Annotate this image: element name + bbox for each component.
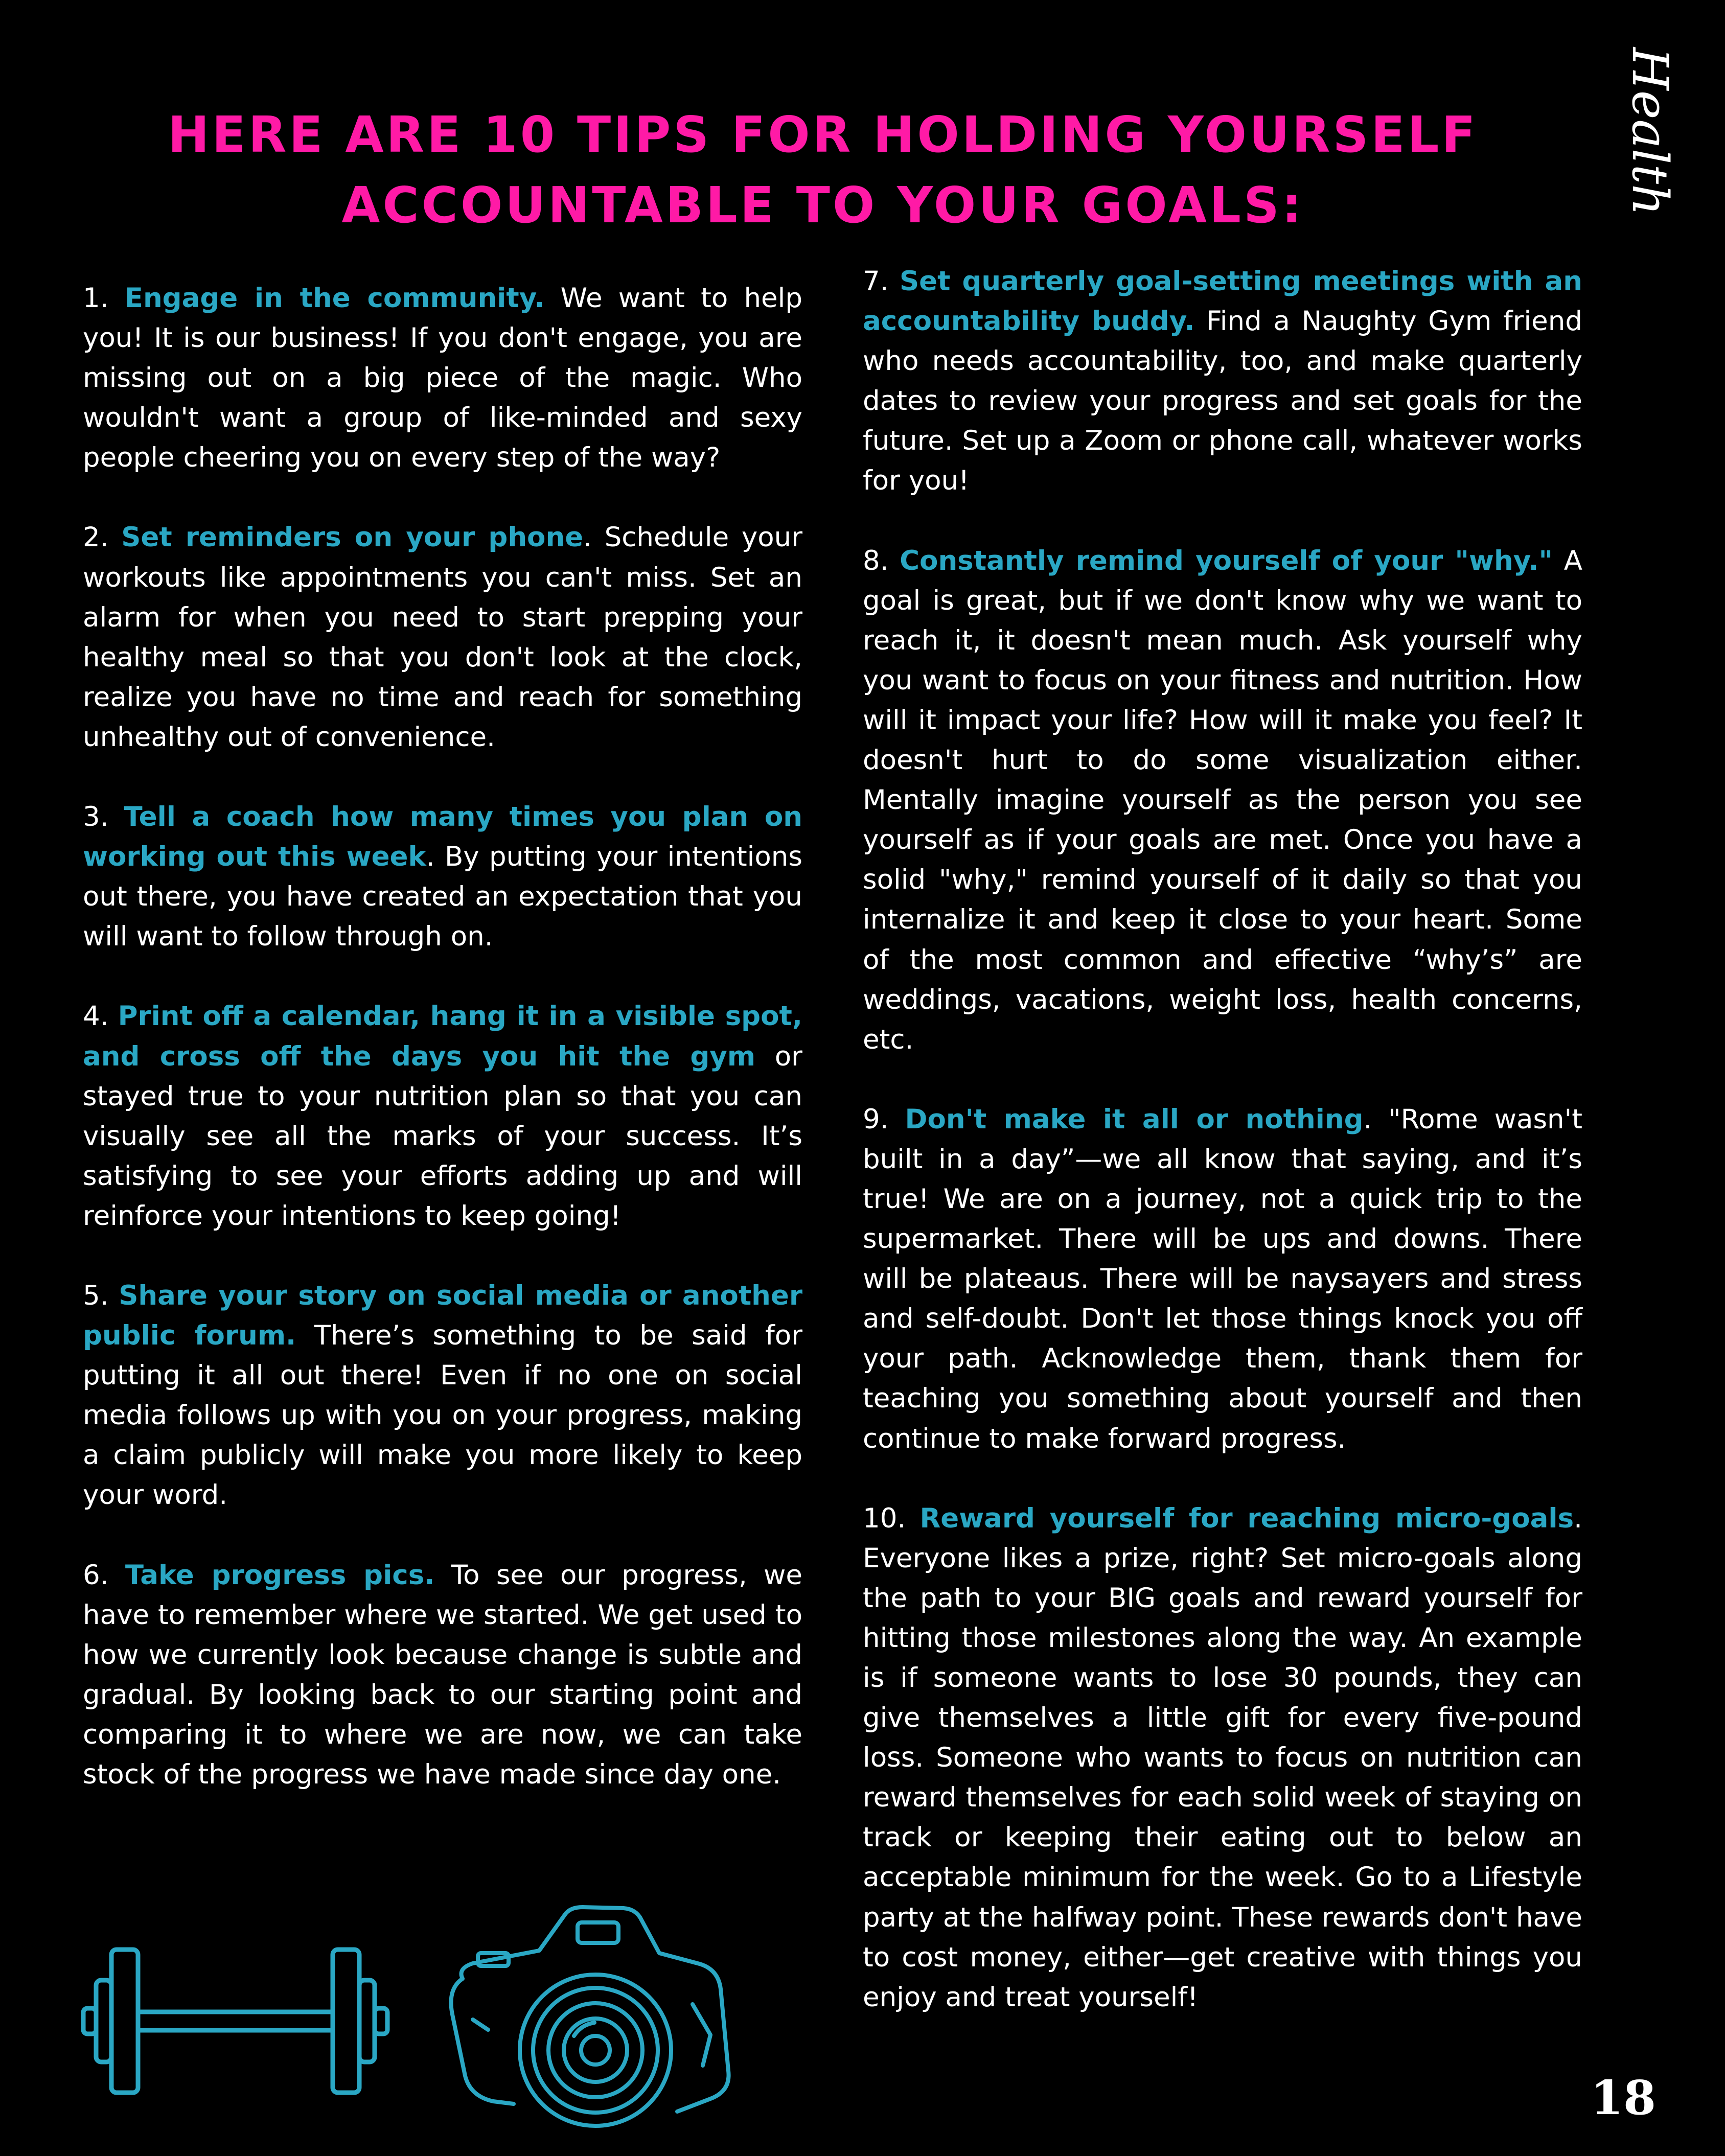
tip-body: or stayed true to your nutrition plan so that you can visually see all the marks of your success. It’s satisfying to see your efforts adding up and will reinforce your intentions to keep going! bbox=[83, 1040, 802, 1232]
tip-number: 6. bbox=[83, 1559, 125, 1591]
tip-8 bbox=[863, 541, 1582, 1060]
tip-number: 7. bbox=[863, 266, 900, 297]
camera-icon bbox=[442, 1902, 744, 2132]
tip-body: To see our progress, we have to remember where we started. We get used to how we currently look because change is subtle and gradual. By looking back to our starting point and comparing it to where we are now, we can take stock of the progress we have made since day one. bbox=[83, 1559, 802, 1790]
tip-7 bbox=[863, 262, 1582, 501]
section-label: Health bbox=[1621, 47, 1678, 216]
tip-highlight: Set reminders on your phone bbox=[121, 522, 584, 553]
tip-number: 3. bbox=[83, 801, 124, 833]
tip-4 bbox=[83, 996, 802, 1236]
tip-highlight: Reward yourself for reaching micro-goals bbox=[919, 1502, 1574, 1534]
tip-highlight: Engage in the community. bbox=[124, 283, 545, 314]
left-column bbox=[83, 279, 802, 1835]
tip-body: A goal is great, but if we don't know why we want to reach it, it doesn't mean much. Ask yourself why you want to focus on your fitness and nutrition. How will it impact your life? How will it make you feel? It doesn't hurt to do some visualization either. Mentally imagine yourself as the person you see yourself as if your goals are met. Once you have a solid "why," remind yourself of it daily so that you internalize it and keep it close to your heart. Some of the most common and effective “why’s” are weddings, vacations, weight loss, health concerns, etc. bbox=[863, 545, 1582, 1055]
tip-number: 9. bbox=[863, 1103, 905, 1135]
tip-highlight: Don't make it all or nothing bbox=[905, 1103, 1364, 1135]
page-number: 18 bbox=[1590, 2070, 1656, 2125]
tip-1 bbox=[83, 279, 802, 478]
tip-body: . Everyone likes a prize, right? Set micro-goals along the path to your BIG goals and reward yourself for hitting those milestones along the way. An example is if someone wants to lose 30 pounds, they can give themselves a little gift for every five-pound loss. Someone who wants to focus on nutrition can reward themselves for each solid week of staying on track or keeping their eating out to below an acceptable minimum for the week. Go to a Lifestyle party at the halfway point. These rewards don't have to cost money, either—get creative with things you enjoy and treat yourself! bbox=[863, 1502, 1582, 2013]
tip-number: 1. bbox=[83, 283, 125, 314]
tip-body: . Schedule your workouts like appointments you can't miss. Set an alarm for when you need to start prepping your healthy meal so that you don't look at the clock, realize you have no time and reach for something unhealthy out of convenience. bbox=[83, 522, 802, 753]
tip-6 bbox=[83, 1556, 802, 1795]
tip-highlight: Print off a calendar, hang it in a visible spot, and cross off the days you hit the gym bbox=[83, 1001, 803, 1072]
tip-number: 8. bbox=[863, 545, 900, 576]
tip-3 bbox=[83, 797, 802, 957]
tip-2 bbox=[83, 518, 802, 757]
tip-body: We want to help you! It is our business! If you don't engage, you are missing out on a big piece of the magic. Who wouldn't want a group of like-minded and sexy people cheering you on every step of the way? bbox=[83, 283, 803, 474]
tip-body: . "Rome wasn't built in a day”—we all know that saying, and it’s true! We are on a journey, not a quick trip to the supermarket. There will be ups and downs. There will be plateaus. There will be naysayers and stress and self-doubt. Don't let those things knock you off your path. Acknowledge them, thank them for teaching you something about yourself and then continue to make forward progress. bbox=[863, 1103, 1582, 1454]
page-headline bbox=[72, 100, 1574, 241]
tip-number: 10. bbox=[863, 1502, 920, 1534]
headline-line-2: ACCOUNTABLE TO YOUR GOALS: bbox=[341, 176, 1304, 234]
tip-highlight: Tell a coach how many times you plan on working out this week bbox=[83, 801, 802, 873]
tip-highlight: Share your story on social media or another public forum. bbox=[83, 1280, 802, 1352]
headline-line-1: HERE ARE 10 TIPS FOR HOLDING YOURSELF bbox=[168, 106, 1478, 164]
tip-highlight: Set quarterly goal-setting meetings with an accountability buddy. bbox=[863, 266, 1582, 337]
tip-number: 2. bbox=[83, 522, 122, 553]
tip-number: 4. bbox=[83, 1001, 118, 1032]
tip-number: 5. bbox=[83, 1280, 119, 1311]
dumbbell-icon bbox=[81, 1944, 390, 2098]
tip-highlight: Constantly remind yourself of your "why." bbox=[900, 545, 1553, 576]
right-column bbox=[863, 262, 1582, 2057]
tip-highlight: Take progress pics. bbox=[125, 1559, 435, 1591]
tip-body: There’s something to be said for putting it all out there! Even if no one on social media follows up with you on your progress, making a claim publicly will make you more likely to keep your word. bbox=[83, 1320, 802, 1511]
tip-9 bbox=[863, 1100, 1582, 1459]
tip-body: . By putting your intentions out there, you have created an expectation that you will want to follow through on. bbox=[83, 841, 803, 953]
tip-5 bbox=[83, 1276, 802, 1516]
tip-10 bbox=[863, 1499, 1582, 2018]
tip-body: Find a Naughty Gym friend who needs accountability, too, and make quarterly dates to review your progress and set goals for the future. Set up a Zoom or phone call, whatever works for you! bbox=[863, 306, 1582, 497]
